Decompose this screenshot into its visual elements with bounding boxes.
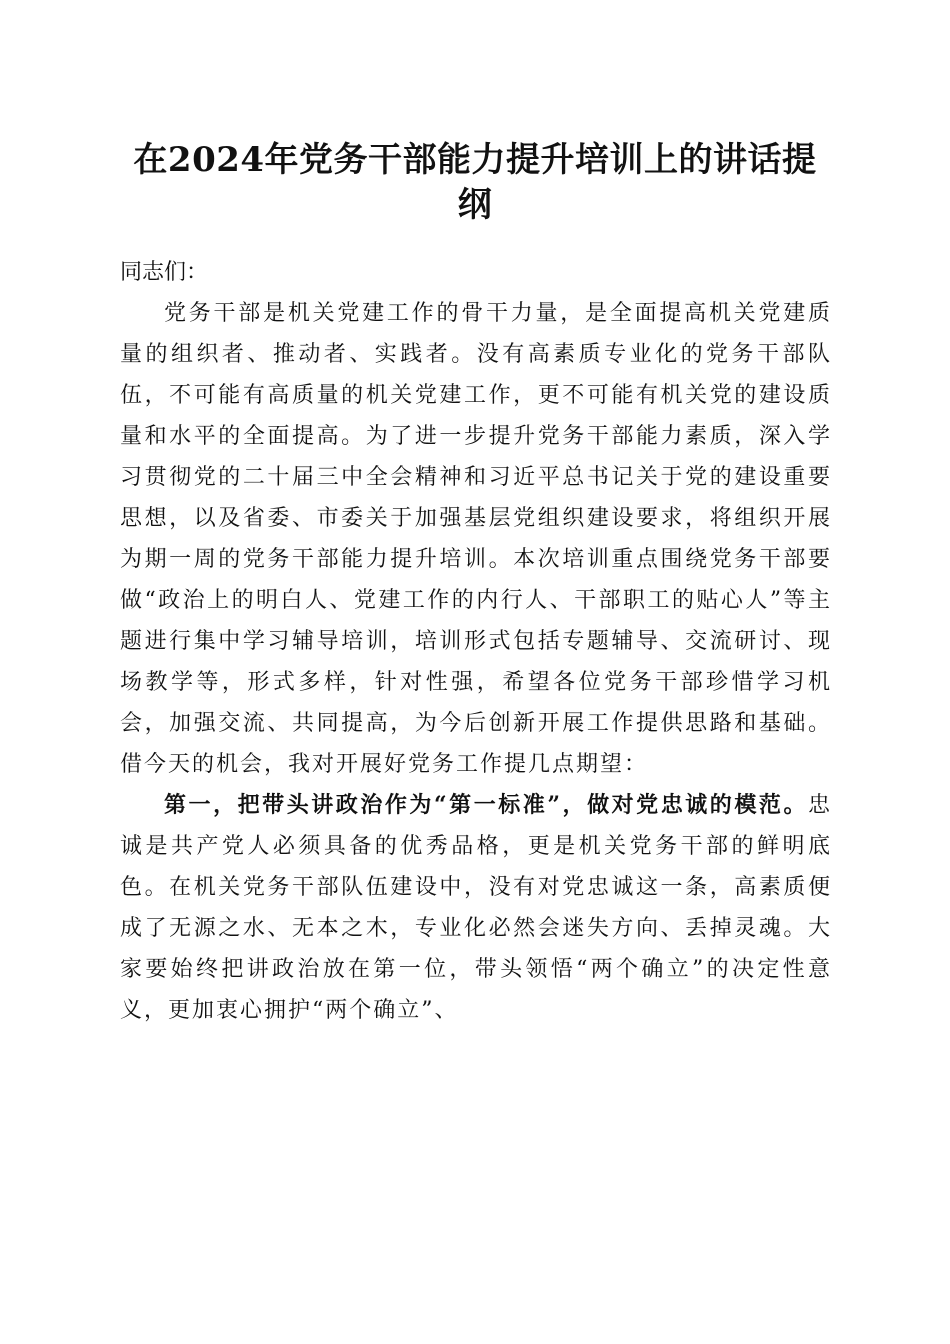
paragraph-point-one-text: 忠诚是共产党人必须具备的优秀品格，更是机关党务干部的鲜明底色。在机关党务干部队伍建设中，没有对党忠诚这一条，高素质便成了无源之水、无本之木，专业化必然会迷失方向、丢掉灵魂。大家要始终把讲政治放在第一位，带头领悟“两个确立”的决定性意义，更加衷心拥护“两个确立”、	[120, 793, 832, 1023]
paragraph-intro	[120, 293, 832, 785]
paragraph-point-one	[120, 785, 832, 1031]
paragraph-point-one-heading: 第一，把带头讲政治作为“第一标准”，做对党忠诚的模范。	[164, 792, 808, 818]
paragraph-intro-text: 党务干部是机关党建工作的骨干力量，是全面提高机关党建质量的组织者、推动者、实践者。没有高素质专业化的党务干部队伍，不可能有高质量的机关党建工作，更不可能有机关党的建设质量和水平的全面提高。为了进一步提升党务干部能力素质，深入学习贯彻党的二十届三中全会精神和习近平总书记关于党的建设重要思想，以及省委、市委关于加强基层党组织建设要求，将组织开展为期一周的党务干部能力提升培训。本次培训重点围绕党务干部要做“政治上的明白人、党建工作的内行人、干部职工的贴心人”等主题进行集中学习辅导培训，培训形式包括专题辅导、交流研讨、现场教学等，形式多样，针对性强，希望各位党务干部珍惜学习机会，加强交流、共同提高，为今后创新开展工作提供思路和基础。借今天的机会，我对开展好党务工作提几点期望：	[120, 301, 832, 777]
document-title: 在2024年党务干部能力提升培训上的讲话提纲	[133, 140, 817, 225]
salutation: 同志们：	[120, 260, 209, 285]
document-body	[120, 252, 832, 1031]
